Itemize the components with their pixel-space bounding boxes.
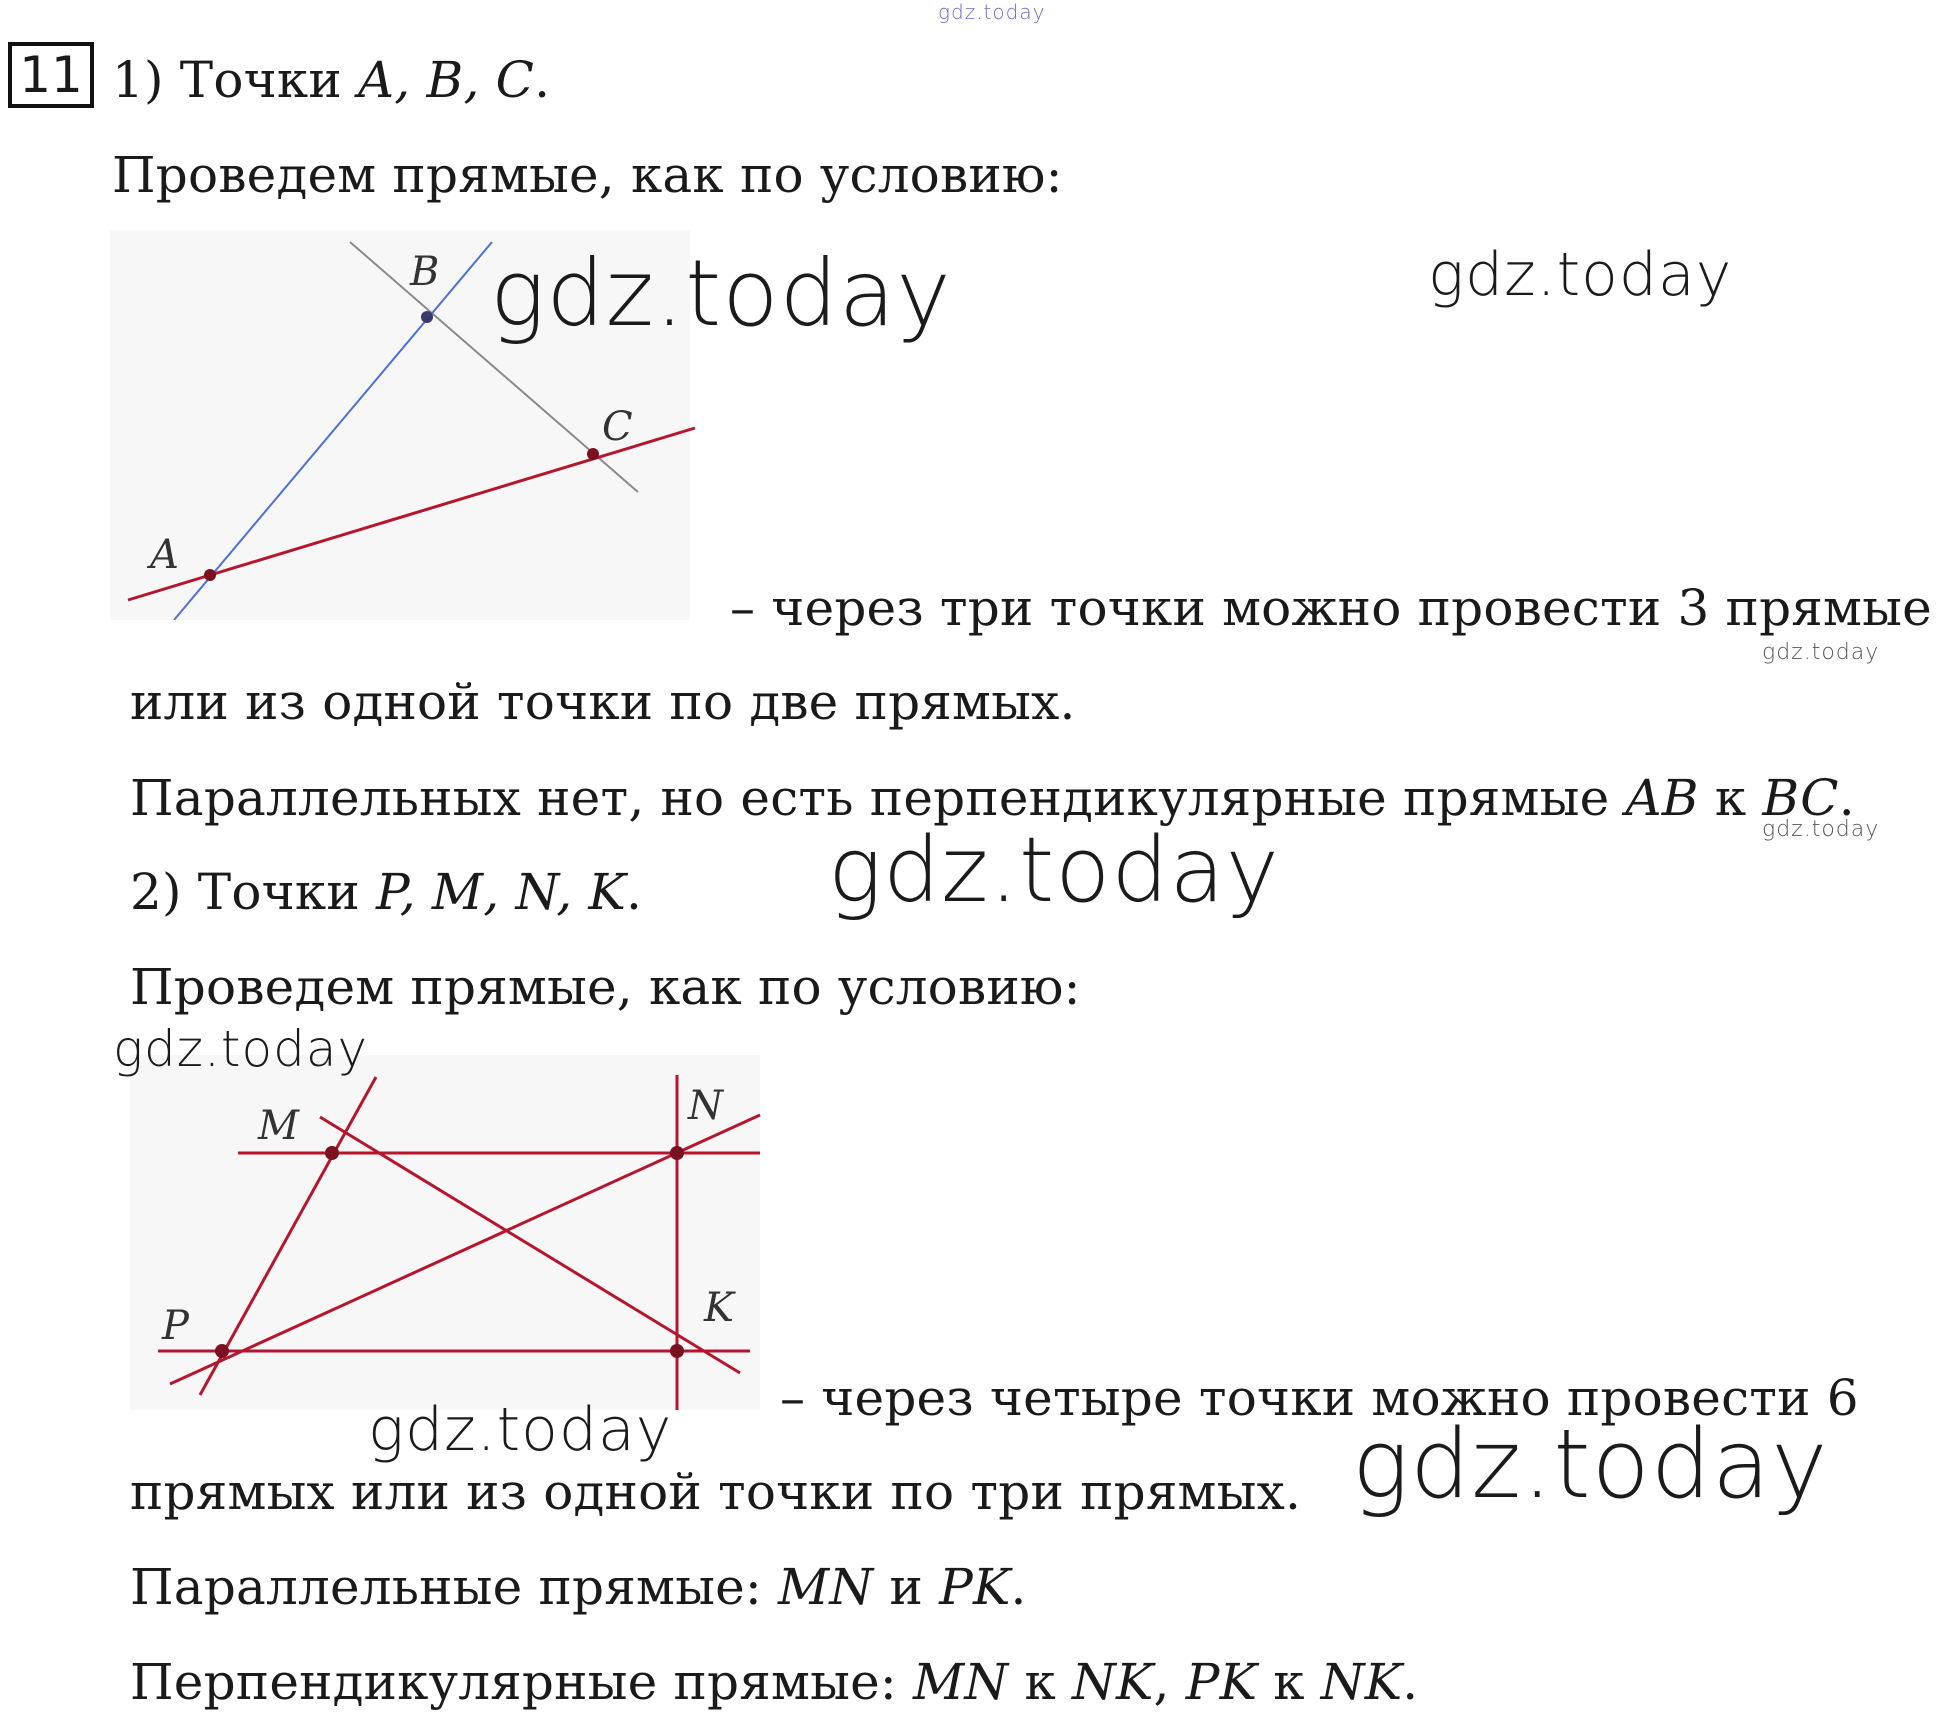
part1-conclusion-text: Параллельных нет, но есть перпендикулярные прямые: [130, 769, 1626, 827]
part2-heading-text: 2) Точки: [130, 863, 376, 921]
part2-perp-k1: к: [1008, 1653, 1073, 1711]
part1-conclusion-end: .: [1838, 769, 1855, 827]
part1-heading-text: 1) Точки: [112, 51, 358, 109]
watermark-top: gdz.today: [938, 0, 1046, 24]
point-k: [670, 1344, 684, 1358]
part2-perp-comma: ,: [1153, 1653, 1186, 1711]
part2-perp-mn: MN: [913, 1653, 1009, 1711]
part2-parallel: [130, 1557, 1027, 1617]
watermark-1: gdz.today: [490, 240, 952, 347]
part2-perp-k2: к: [1257, 1653, 1321, 1711]
part2-intro: Проведем прямые, как по условию:: [130, 958, 1081, 1016]
figure-2: [120, 1055, 770, 1415]
part1-caption-line2: или из одной точки по две прямых.: [130, 673, 1076, 731]
part2-perp-nk1: NK: [1072, 1653, 1154, 1711]
part2-parallel-text: Параллельные прямые:: [130, 1558, 779, 1616]
watermark-8: gdz.today: [1352, 1410, 1829, 1520]
part2-heading: [130, 862, 642, 922]
label-p: P: [162, 1303, 189, 1349]
part2-parallel-pk: PK: [939, 1558, 1011, 1616]
label-k: K: [704, 1285, 734, 1331]
part2-perpendicular: [130, 1652, 1418, 1712]
part1-intro: Проведем прямые, как по условию:: [112, 146, 1063, 204]
watermark-5: gdz.today: [828, 818, 1280, 923]
point-a: [204, 569, 216, 581]
part2-perp-pk: PK: [1185, 1653, 1258, 1711]
part2-caption-line2: прямых или из одной точки по три прямых.: [130, 1463, 1302, 1521]
part2-perp-end: .: [1402, 1653, 1419, 1711]
label-c: C: [602, 404, 633, 450]
part2-perp-nk2: NK: [1320, 1653, 1403, 1711]
part1-caption-line1: – через три точки можно провести 3 прямые: [730, 579, 1932, 637]
part1-conclusion-bc: BC: [1762, 769, 1839, 827]
point-p: [215, 1344, 229, 1358]
point-b: [421, 311, 433, 323]
part1-heading-points: A, B, C: [358, 51, 535, 109]
label-b: B: [410, 249, 440, 295]
part2-parallel-end: .: [1010, 1558, 1027, 1616]
label-a: A: [150, 532, 179, 578]
watermark-7: gdz.today: [368, 1395, 673, 1465]
part2-caption-line1: – через четыре точки можно провести 6: [780, 1369, 1859, 1427]
point-m: [325, 1146, 339, 1160]
part2-parallel-mn: MN: [778, 1558, 874, 1616]
point-c: [587, 448, 599, 460]
watermark-2: gdz.today: [1428, 240, 1733, 310]
problem-number: 11: [8, 42, 94, 108]
watermark-6: gdz.today: [113, 1020, 369, 1078]
watermark-4: gdz.today: [1762, 817, 1880, 842]
label-n: N: [688, 1083, 723, 1129]
watermark-3: gdz.today: [1762, 640, 1880, 665]
part1-conclusion-ab: AB: [1625, 769, 1699, 827]
part2-heading-end: .: [625, 863, 643, 921]
part2-heading-points: P, M, N, K: [376, 863, 626, 921]
part2-perp-text: Перпендикулярные прямые:: [130, 1653, 914, 1711]
part1-heading: [112, 50, 550, 110]
part2-parallel-and: и: [873, 1558, 940, 1616]
point-n: [670, 1146, 684, 1160]
label-m: M: [258, 1103, 299, 1149]
part1-heading-end: .: [534, 51, 551, 109]
part1-conclusion-k: к: [1698, 769, 1763, 827]
